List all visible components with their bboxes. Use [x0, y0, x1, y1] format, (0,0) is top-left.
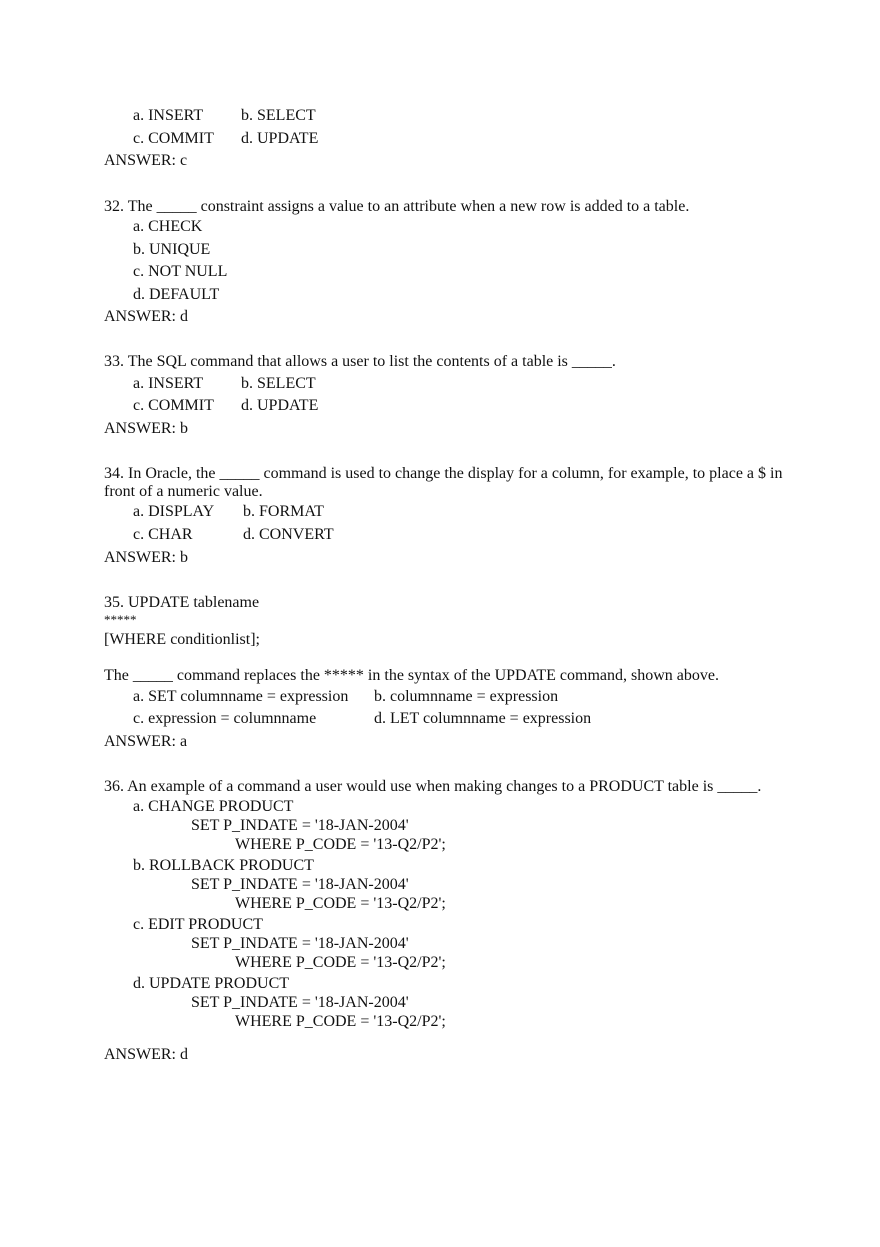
option-d: d. UPDATE PRODUCT: [133, 975, 290, 992]
option-c: c. COMMIT: [133, 397, 214, 414]
option-a-set: SET P_INDATE = '18-JAN-2004': [191, 817, 409, 834]
answer: ANSWER: c: [104, 152, 188, 169]
option-d: d. UPDATE: [241, 397, 319, 414]
option-b: b. ROLLBACK PRODUCT: [133, 857, 314, 874]
answer: ANSWER: b: [104, 549, 188, 566]
answer: ANSWER: b: [104, 420, 188, 437]
option-a-where: WHERE P_CODE = '13-Q2/P2';: [235, 836, 446, 853]
option-b: b. FORMAT: [243, 503, 324, 520]
syntax-line: [WHERE conditionlist];: [104, 631, 260, 648]
question-stem: The _____ command replaces the ***** in the syntax of the UPDATE command, shown above.: [104, 667, 719, 684]
question-stem-cont: front of a numeric value.: [104, 483, 263, 500]
option-d: d. DEFAULT: [133, 286, 220, 303]
option-c-set: SET P_INDATE = '18-JAN-2004': [191, 935, 409, 952]
option-d-set: SET P_INDATE = '18-JAN-2004': [191, 994, 409, 1011]
option-a: a. INSERT: [133, 375, 204, 392]
answer: ANSWER: d: [104, 1046, 188, 1063]
question-stem: 33. The SQL command that allows a user to list the contents of a table is _____.: [104, 353, 616, 370]
option-a: a. DISPLAY: [133, 503, 215, 520]
option-d: d. UPDATE: [241, 130, 319, 147]
option-c: c. EDIT PRODUCT: [133, 916, 263, 933]
option-b: b. SELECT: [241, 107, 316, 124]
answer: ANSWER: a: [104, 733, 188, 750]
syntax-line: *****: [104, 612, 137, 627]
option-d: d. LET columnname = expression: [374, 710, 592, 727]
question-stem: 36. An example of a command a user would use when making changes to a PRODUCT table is _____.: [104, 778, 762, 795]
option-c-where: WHERE P_CODE = '13-Q2/P2';: [235, 954, 446, 971]
question-stem: 34. In Oracle, the _____ command is used to change the display for a column, for example, to place a $ in: [104, 465, 783, 482]
option-a: a. SET columnname = expression: [133, 688, 349, 705]
option-c: c. NOT NULL: [133, 263, 228, 280]
option-a: a. INSERT: [133, 107, 204, 124]
answer: ANSWER: d: [104, 308, 188, 325]
option-a: a. CHANGE PRODUCT: [133, 798, 294, 815]
option-d: d. CONVERT: [243, 526, 334, 543]
option-c: c. expression = columnname: [133, 710, 317, 727]
option-b: b. UNIQUE: [133, 241, 211, 258]
option-b: b. columnname = expression: [374, 688, 559, 705]
question-stem: 32. The _____ constraint assigns a value to an attribute when a new row is added to a table.: [104, 198, 690, 215]
option-a: a. CHECK: [133, 218, 203, 235]
option-b-set: SET P_INDATE = '18-JAN-2004': [191, 876, 409, 893]
option-c: c. COMMIT: [133, 130, 214, 147]
option-c: c. CHAR: [133, 526, 193, 543]
option-d-where: WHERE P_CODE = '13-Q2/P2';: [235, 1013, 446, 1030]
syntax-line: 35. UPDATE tablename: [104, 594, 260, 611]
option-b: b. SELECT: [241, 375, 316, 392]
option-b-where: WHERE P_CODE = '13-Q2/P2';: [235, 895, 446, 912]
